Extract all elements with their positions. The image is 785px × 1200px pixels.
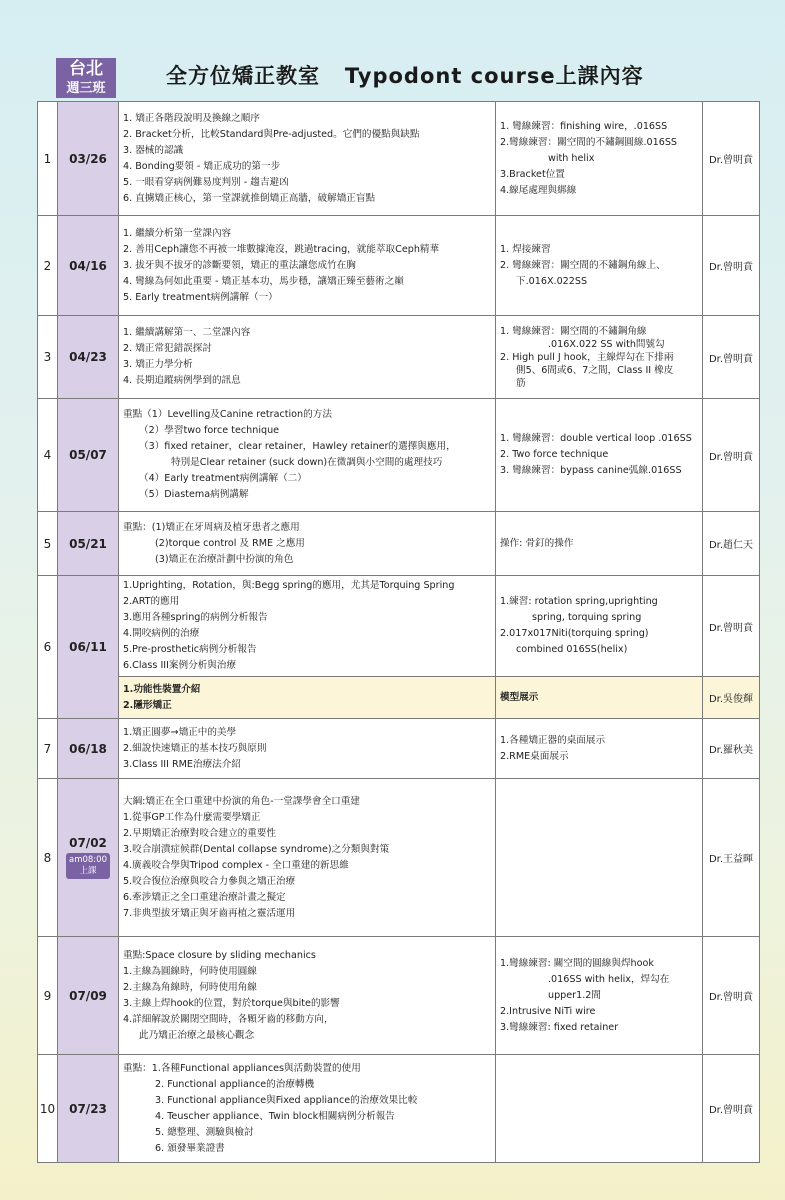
session-teacher: Dr.羅秋美 <box>703 719 760 779</box>
content-line: 3. 矯正力學分析 <box>123 359 193 370</box>
content-line: 4. Bonding要領 - 矯正成功的第一步 <box>123 160 281 172</box>
content-line: 2.ART的應用 <box>123 596 180 607</box>
session-row <box>38 719 760 779</box>
session-number: 8 <box>38 779 58 937</box>
content-line: 4.廣義咬合學與Tripod complex - 全口重建的新思維 <box>123 859 349 871</box>
content-line: 1.Uprighting，Rotation，與:Begg spring的應用，尤其是Torquing Spring <box>123 580 455 591</box>
session-number: 9 <box>38 937 58 1055</box>
content-line: 4. 彎線為何如此重要 - 矯正基本功，馬步穩，讓矯正臻至藝術之巔 <box>123 275 404 287</box>
badge-class: 週三班 <box>66 81 106 96</box>
practice-line: 1. 彎線練習：finishing wire，.016SS <box>500 120 668 132</box>
content-line: 5. 一眼看穿病例難易度判別 - 趨吉避凶 <box>123 176 289 188</box>
session-content <box>119 216 496 316</box>
session-date: 06/18 <box>58 719 119 779</box>
practice-line: 筋 <box>516 377 526 389</box>
practice-line: 側5、6間或6、7之間，Class II 橡皮 <box>516 364 674 376</box>
practice-line: 操作: 骨釘的操作 <box>500 537 574 549</box>
practice-line: combined 016SS(helix) <box>516 644 628 655</box>
content-line: 1. 繼續講解第一、二堂課內容 <box>123 327 251 338</box>
session-teacher: Dr.王益暉 <box>703 779 760 937</box>
content-line: （2）學習two force technique <box>139 425 280 436</box>
content-line: 3.主線上焊hook的位置，對於torque與bite的影響 <box>123 997 340 1009</box>
content-line: 重點：(1)矯正在牙周病及植牙患者之應用 <box>123 521 300 533</box>
practice-line: 2.RME桌面展示 <box>500 750 569 762</box>
content-line: 2. Bracket分析，比較Standard與Pre-adjusted。它們的優點與缺點 <box>123 128 420 140</box>
class-badge <box>56 58 116 98</box>
session-date <box>58 779 119 937</box>
practice-line: 2.彎線練習：關空間的不鏽鋼圓線.016SS <box>500 136 678 148</box>
content-line: 1.從事GP工作為什麼需要學矯正 <box>123 811 261 823</box>
session-row <box>38 779 760 937</box>
time-text: am08:00 <box>69 855 107 865</box>
session-extra-row <box>38 677 760 719</box>
content-line: 重點:Space closure by sliding mechanics <box>123 949 316 961</box>
session-teacher: Dr.曾明賁 <box>703 216 760 316</box>
practice-line: 3. 彎線練習：bypass canine弧線.016SS <box>500 465 682 476</box>
session-row <box>38 576 760 677</box>
practice-line: 1.彎線練習: 關空間的圓線與焊hook <box>500 957 654 969</box>
content-line: 3.咬合崩潰症候群(Dental collapse syndrome)之分類與對策 <box>123 843 390 855</box>
content-line: 6. 直擄矯正核心，第一堂課就推倒矯正高牆，破解矯正盲點 <box>123 192 376 204</box>
content-line: 重點（1）Levelling及Canine retraction的方法 <box>123 409 332 420</box>
session-extra-teacher: Dr.吳俊輝 <box>703 677 760 719</box>
content-line: 2.主線為角線時，何時使用角線 <box>123 981 257 993</box>
session-content <box>119 399 496 512</box>
content-line: 3.應用各種spring的病例分析報告 <box>123 612 268 623</box>
practice-line: 3.彎線練習: fixed retainer <box>500 1021 619 1033</box>
session-date: 07/09 <box>58 937 119 1055</box>
content-line: 大綱:矯正在全口重建中扮演的角色-一堂課學會全口重建 <box>123 795 360 807</box>
session-teacher: Dr.曾明賁 <box>703 1055 760 1163</box>
session-date: 03/26 <box>58 102 119 216</box>
practice-line: .016X.022 SS with問號勾 <box>548 338 665 350</box>
practice-line: 1. 彎線練習：關空間的不鏽鋼角線 <box>500 325 647 337</box>
content-line: 2.細說快速矯正的基本技巧與原則 <box>123 742 267 754</box>
session-number: 5 <box>38 512 58 576</box>
session-number: 10 <box>38 1055 58 1163</box>
session-number: 2 <box>38 216 58 316</box>
session-row <box>38 216 760 316</box>
session-date: 04/23 <box>58 316 119 399</box>
session-extra-content <box>119 677 496 719</box>
practice-line: .016SS with helix，焊勾在 <box>548 973 670 985</box>
content-line: 3.Class III RME治療法介紹 <box>123 758 241 770</box>
session-date: 07/23 <box>58 1055 119 1163</box>
practice-line: 1.各種矯正器的桌面展示 <box>500 734 606 746</box>
session-number: 1 <box>38 102 58 216</box>
session-row <box>38 512 760 576</box>
content-line: 重點：1.各種Functional appliances與活動裝置的使用 <box>123 1062 361 1074</box>
content-line: 5. 總整理、測驗與檢討 <box>155 1126 254 1138</box>
session-teacher: Dr.曾明賁 <box>703 316 760 399</box>
time-label: 上課 <box>79 866 97 876</box>
practice-line: 2. Two force technique <box>500 449 609 460</box>
practice-line: 1.練習: rotation spring,uprighting <box>500 596 658 607</box>
content-line: 2. 矯正常犯錯誤探討 <box>123 343 212 354</box>
session-row <box>38 316 760 399</box>
session-row <box>38 399 760 512</box>
session-practice <box>496 1055 703 1163</box>
content-line: 4. 長期追蹤病例學到的訊息 <box>123 375 241 386</box>
content-line: 2. 善用Ceph讓您不再被一堆數據淹沒，跳過tracing，就能萃取Ceph精華 <box>123 243 440 255</box>
session-content <box>119 512 496 576</box>
session-teacher: Dr.曾明賁 <box>703 937 760 1055</box>
content-line: 此乃矯正治療之最核心觀念 <box>139 1029 255 1041</box>
content-line: 4.開咬病例的治療 <box>123 628 200 639</box>
session-teacher: Dr.趙仁天 <box>703 512 760 576</box>
date-text: 07/02 <box>69 836 107 850</box>
content-line: 6.牽涉矯正之全口重建治療計畫之擬定 <box>123 891 286 903</box>
session-practice <box>496 399 703 512</box>
session-content <box>119 937 496 1055</box>
content-line: 5.Pre-prosthetic病例分析報告 <box>123 644 257 655</box>
session-number: 4 <box>38 399 58 512</box>
practice-line: 2.017x017Niti(torquing spring) <box>500 628 649 639</box>
session-content <box>119 576 496 677</box>
content-line: 1.功能性裝置介紹 <box>123 683 201 695</box>
content-line: （5）Diastema病例講解 <box>139 489 249 500</box>
content-line: 7.非典型拔牙矯正與牙齒再植之靈活運用 <box>123 907 296 919</box>
session-row <box>38 937 760 1055</box>
content-line: 6. 頒發畢業證書 <box>155 1142 225 1154</box>
session-teacher: Dr.曾明賁 <box>703 399 760 512</box>
session-practice <box>496 719 703 779</box>
content-line: 4.詳細解說於關閉空間時，各顆牙齒的移動方向， <box>123 1013 334 1025</box>
session-content <box>119 1055 496 1163</box>
content-line: 1. 繼續分析第一堂課內容 <box>123 227 232 239</box>
session-number: 6 <box>38 576 58 719</box>
practice-line: with helix <box>548 152 595 164</box>
practice-line: 2. High pull J hook，主線焊勾在下排兩 <box>500 351 674 363</box>
session-practice <box>496 216 703 316</box>
content-line: 1.矯正圓夢→矯正中的美學 <box>123 726 237 738</box>
session-date: 05/21 <box>58 512 119 576</box>
schedule-table <box>37 101 760 1163</box>
session-practice <box>496 102 703 216</box>
content-line: 3. Functional appliance與Fixed appliance的治療效果比較 <box>155 1094 418 1106</box>
badge-city: 台北 <box>69 59 103 79</box>
time-badge <box>66 853 110 879</box>
session-content <box>119 719 496 779</box>
content-line: 5. Early treatment病例講解（一） <box>123 291 278 303</box>
session-extra-practice: 模型展示 <box>496 677 703 719</box>
content-line: (2)torque control 及 RME 之應用 <box>155 537 305 549</box>
content-line: （4）Early treatment病例講解（二） <box>139 473 307 484</box>
session-teacher: Dr.曾明賁 <box>703 576 760 677</box>
session-practice <box>496 512 703 576</box>
content-line: 6.Class III案例分析與治療 <box>123 660 237 671</box>
practice-line: 3.Bracket位置 <box>500 168 565 180</box>
session-row <box>38 1055 760 1163</box>
session-teacher: Dr.曾明賁 <box>703 102 760 216</box>
session-date: 04/16 <box>58 216 119 316</box>
content-line: 1.主線為圓線時，何時使用圓線 <box>123 965 257 977</box>
practice-line: 4.線尾處理與綁線 <box>500 184 577 196</box>
content-line: 2.早期矯正治療對咬合建立的重要性 <box>123 827 277 839</box>
session-date: 05/07 <box>58 399 119 512</box>
practice-line: 1. 彎線練習：double vertical loop .016SS <box>500 433 692 444</box>
session-practice <box>496 316 703 399</box>
session-content <box>119 102 496 216</box>
session-number: 3 <box>38 316 58 399</box>
content-line: 3. 器械的認識 <box>123 144 184 156</box>
practice-line: 2.Intrusive NiTi wire <box>500 1005 596 1017</box>
practice-line: upper1.2間 <box>548 989 601 1001</box>
session-content <box>119 316 496 399</box>
content-line: 2.隱形矯正 <box>123 699 172 711</box>
session-practice <box>496 576 703 677</box>
content-line: 5.咬合復位治療與咬合力參與之矯正治療 <box>123 875 296 887</box>
session-practice <box>496 937 703 1055</box>
content-line: 3. 拔牙與不拔牙的診斷要領，矯正的重法讓您成竹在胸 <box>123 259 356 271</box>
content-line: 1. 矯正各階段說明及換線之順序 <box>123 112 260 124</box>
practice-line: 下.016X.022SS <box>516 275 588 287</box>
content-line: （3）fixed retainer，clear retainer，Hawley retainer的選擇與應用， <box>139 441 456 452</box>
session-practice <box>496 779 703 937</box>
page-title: 全方位矯正教室 Typodont course上課內容 <box>166 64 644 88</box>
session-date: 06/11 <box>58 576 119 719</box>
session-number: 7 <box>38 719 58 779</box>
content-line: (3)矯正在治療計劃中扮演的角色 <box>155 553 294 565</box>
content-line: 特別是Clear retainer (suck down)在微調與小空間的處理技巧 <box>171 457 443 468</box>
practice-line: 1. 焊接練習 <box>500 243 551 255</box>
practice-line: spring, torquing spring <box>532 612 642 623</box>
practice-line: 2. 彎線練習：關空間的不鏽鋼角線上、 <box>500 259 666 271</box>
session-row <box>38 102 760 216</box>
content-line: 2. Functional appliance的治療轉機 <box>155 1078 315 1090</box>
session-content <box>119 779 496 937</box>
content-line: 4. Teuscher appliance、Twin block相關病例分析報告 <box>155 1110 395 1122</box>
